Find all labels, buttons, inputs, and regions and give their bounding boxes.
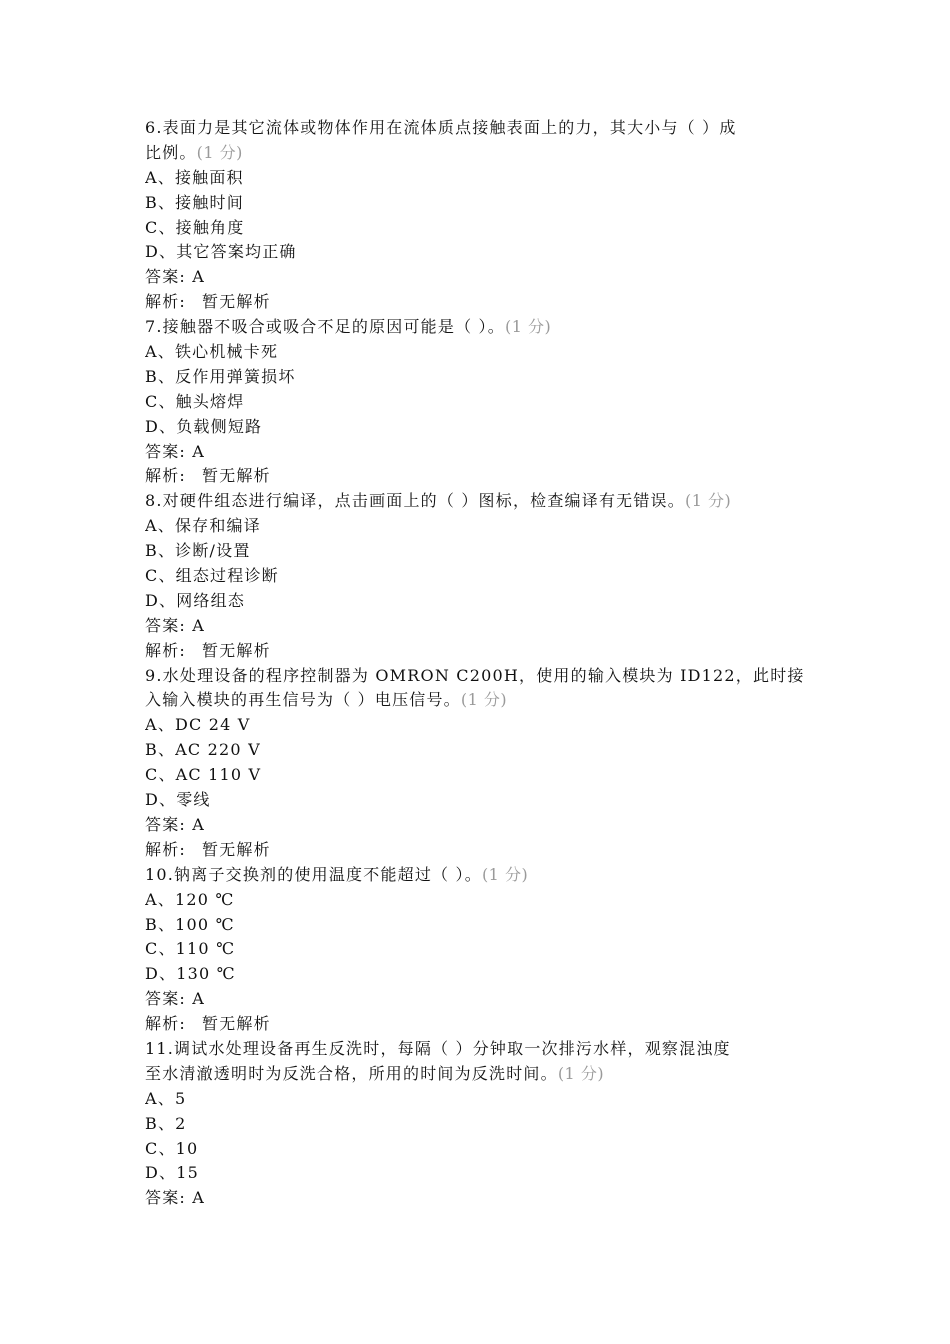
option-c: C、10 [145, 1138, 199, 1158]
analysis: 解析: 暂无解析 [145, 466, 271, 486]
question-stem: 9.水处理设备的程序控制器为 OMRON C200H，使用的输入模块为 ID122，此时接 [145, 665, 805, 685]
option-a: A、DC 24 V [145, 715, 251, 735]
option-d: D、负载侧短路 [145, 416, 263, 436]
option-c: C、接触角度 [145, 217, 245, 237]
question-stem: 比例。(1 分) [145, 142, 243, 162]
question-score: (1 分) [460, 690, 508, 710]
answer: 答案: A [145, 441, 206, 461]
option-b: B、2 [145, 1113, 187, 1133]
option-d: D、零线 [145, 790, 211, 810]
question-stem: 6.表面力是其它流体或物体作用在流体质点接触表面上的力，其大小与（ ）成 [145, 118, 737, 137]
answer: 答案: A [145, 615, 206, 635]
question-9 [145, 664, 810, 863]
option-d: D、其它答案均正确 [145, 242, 297, 262]
question-stem: 10.钠离子交换剂的使用温度不能超过（ ）。(1 分) [145, 864, 529, 884]
option-b: B、反作用弹簧损坏 [145, 366, 296, 386]
question-score: (1 分) [196, 142, 243, 162]
option-c: C、110 ℃ [145, 939, 236, 959]
question-10 [145, 863, 810, 1037]
question-stem: 至水清澈透明时为反洗合格，所用的时间为反洗时间。(1 分) [145, 1063, 605, 1083]
analysis: 解析: 暂无解析 [145, 1014, 271, 1034]
option-b: B、100 ℃ [145, 914, 235, 934]
option-c: C、组态过程诊断 [145, 566, 279, 586]
question-score: (1 分) [684, 491, 732, 511]
option-d: D、15 [145, 1163, 199, 1183]
option-b: B、接触时间 [145, 192, 244, 212]
question-7 [145, 315, 810, 489]
answer: 答案: A [145, 1188, 206, 1208]
option-a: A、5 [145, 1088, 187, 1108]
analysis: 解析: 暂无解析 [145, 640, 271, 660]
option-a: A、铁心机械卡死 [145, 342, 279, 362]
question-8 [145, 489, 810, 663]
option-d: D、网络组态 [145, 590, 246, 610]
question-stem: 入输入模块的再生信号为（ ）电压信号。(1 分) [145, 690, 508, 710]
option-b: B、诊断/设置 [145, 541, 251, 561]
question-11 [145, 1037, 810, 1211]
option-a: A、保存和编译 [145, 516, 261, 536]
option-c: C、触头熔焊 [145, 391, 245, 411]
option-d: D、130 ℃ [145, 964, 236, 984]
answer: 答案: A [145, 814, 206, 834]
question-score: (1 分) [481, 864, 529, 884]
question-score: (1 分) [504, 317, 552, 337]
analysis: 解析: 暂无解析 [145, 839, 271, 859]
document-page [145, 116, 810, 1211]
answer: 答案: A [145, 267, 206, 287]
option-b: B、AC 220 V [145, 740, 261, 760]
option-a: A、120 ℃ [145, 889, 235, 909]
question-stem: 8.对硬件组态进行编译，点击画面上的（ ）图标，检查编译有无错误。(1 分) [145, 491, 732, 511]
answer: 答案: A [145, 989, 206, 1009]
question-score: (1 分) [557, 1063, 605, 1083]
question-stem: 7.接触器不吸合或吸合不足的原因可能是（ ）。(1 分) [145, 317, 552, 337]
option-c: C、AC 110 V [145, 765, 262, 785]
analysis: 解析: 暂无解析 [145, 292, 271, 312]
question-stem: 11.调试水处理设备再生反洗时，每隔（ ）分钟取一次排污水样，观察混浊度 [145, 1038, 731, 1058]
option-a: A、接触面积 [145, 167, 244, 187]
question-6 [145, 116, 810, 315]
